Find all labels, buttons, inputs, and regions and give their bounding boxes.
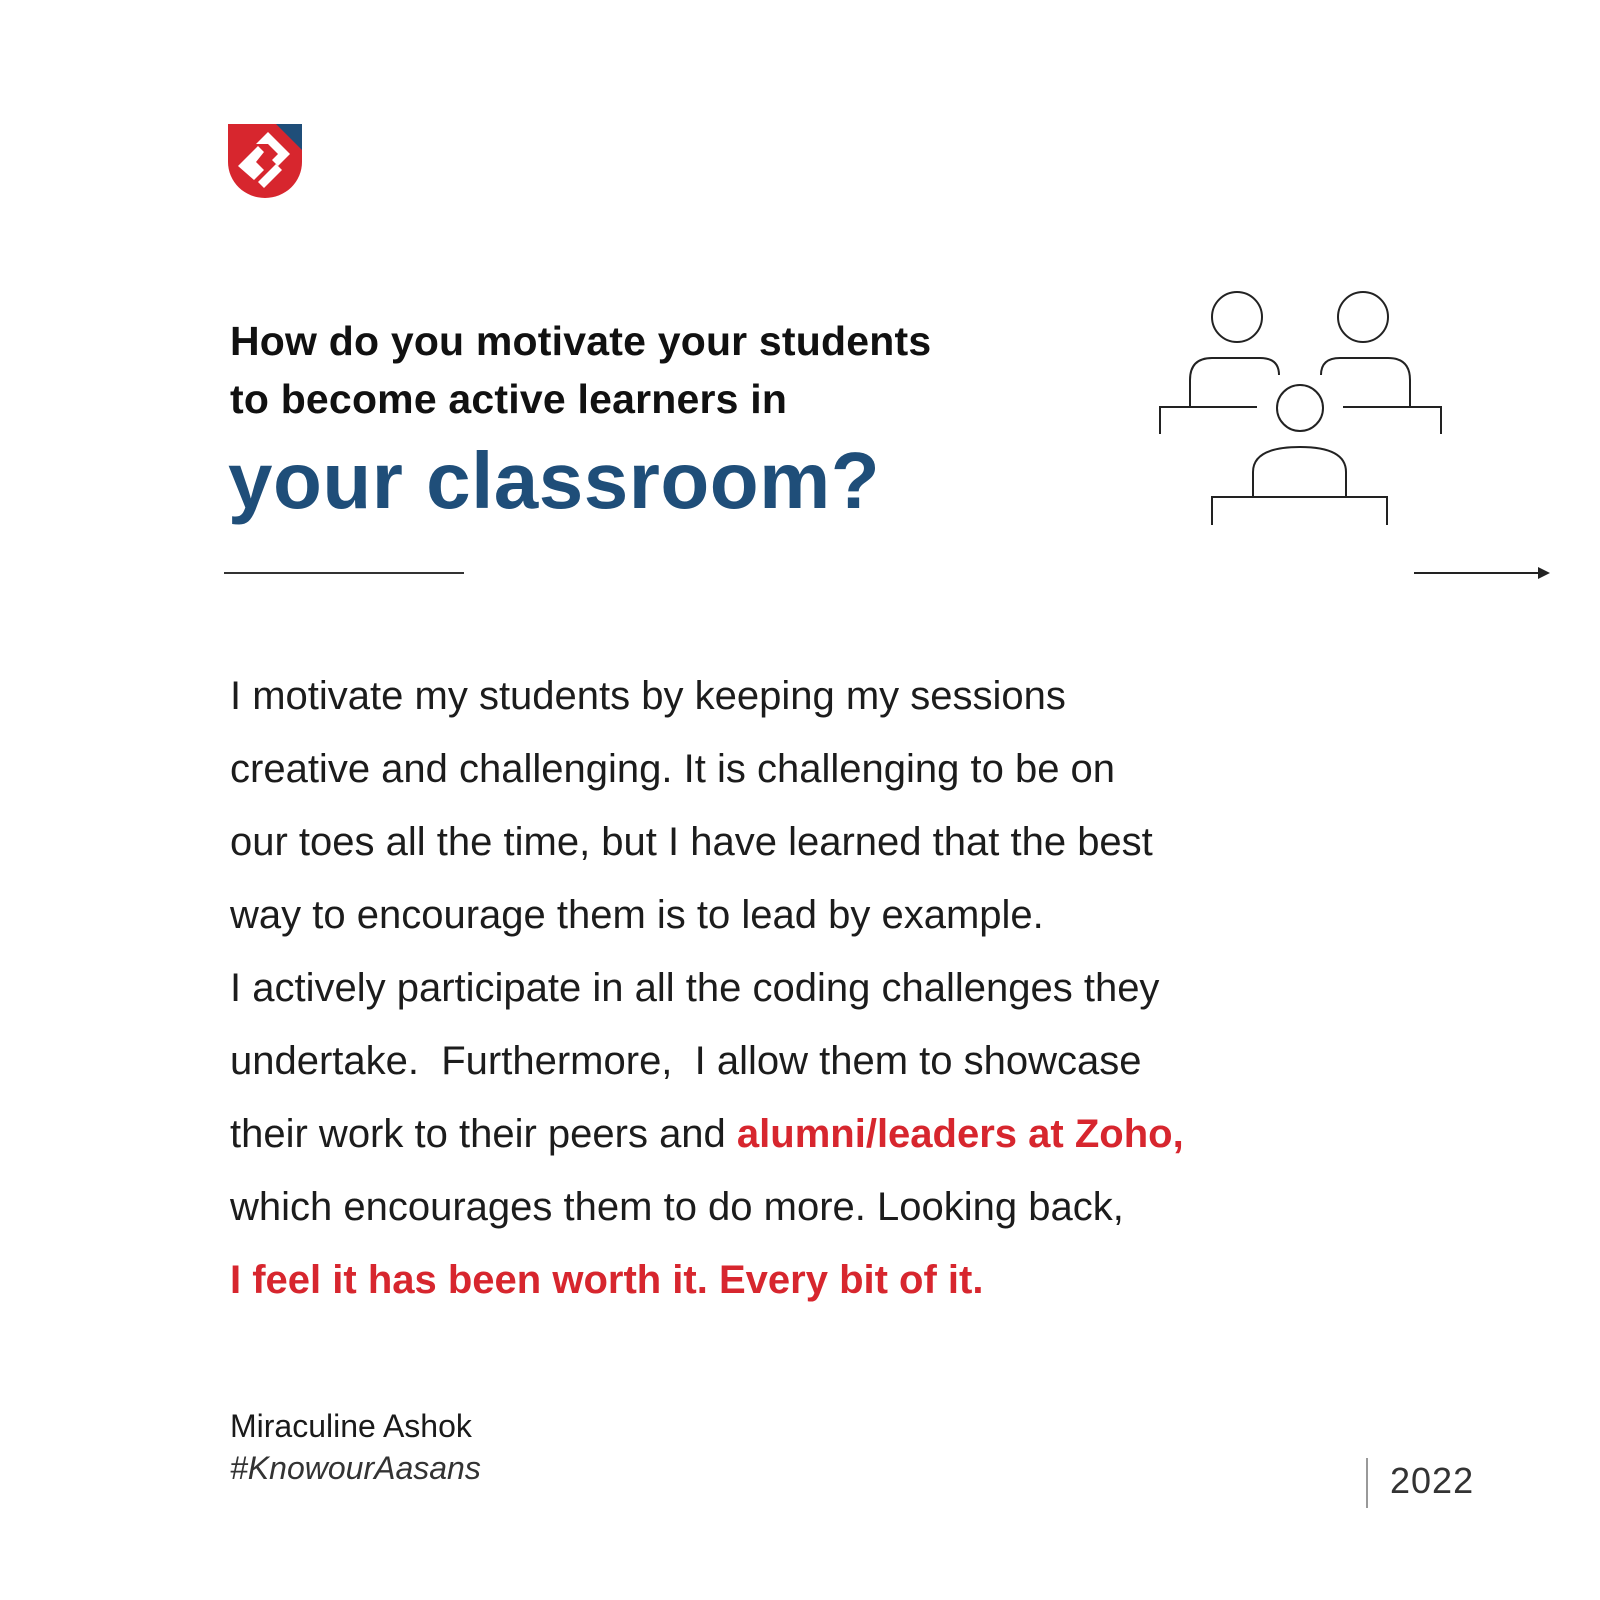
answer-line: which encourages them to do more. Looking back, (230, 1185, 1124, 1229)
answer-highlight: alumni/leaders at Zoho, (736, 1112, 1184, 1156)
year: 2022 (1390, 1460, 1475, 1501)
year-divider (1366, 1458, 1368, 1508)
author-name: Miraculine Ashok (230, 1408, 472, 1444)
answer-line: way to encourage them is to lead by example. (230, 893, 1044, 937)
answer-line: undertake. Furthermore, I allow them to showcase (230, 1039, 1142, 1083)
answer-line: I motivate my students by keeping my sessions (230, 674, 1066, 718)
classroom-students-icon (1150, 280, 1450, 540)
answer-line (230, 1098, 1530, 1171)
answer-line: I actively participate in all the coding challenges they (230, 966, 1160, 1010)
answer-line: our toes all the time, but I have learned that the best (230, 820, 1153, 864)
question-highlight: your classroom? (228, 436, 881, 525)
question-line-1: How do you motivate your students (230, 318, 932, 364)
question-line-2: to become active learners in (230, 376, 788, 422)
zoho-schools-shield-icon (228, 122, 302, 198)
hashtag: #KnowourAasans (230, 1450, 481, 1486)
answer-text-segment: their work to their peers and (230, 1112, 737, 1156)
answer-conclusion: I feel it has been worth it. Every bit of it. (230, 1258, 984, 1302)
answer-text (230, 660, 1530, 1317)
answer-line: creative and challenging. It is challenging to be on (230, 747, 1116, 791)
arrow-right-icon (1414, 564, 1554, 582)
divider (224, 572, 464, 574)
